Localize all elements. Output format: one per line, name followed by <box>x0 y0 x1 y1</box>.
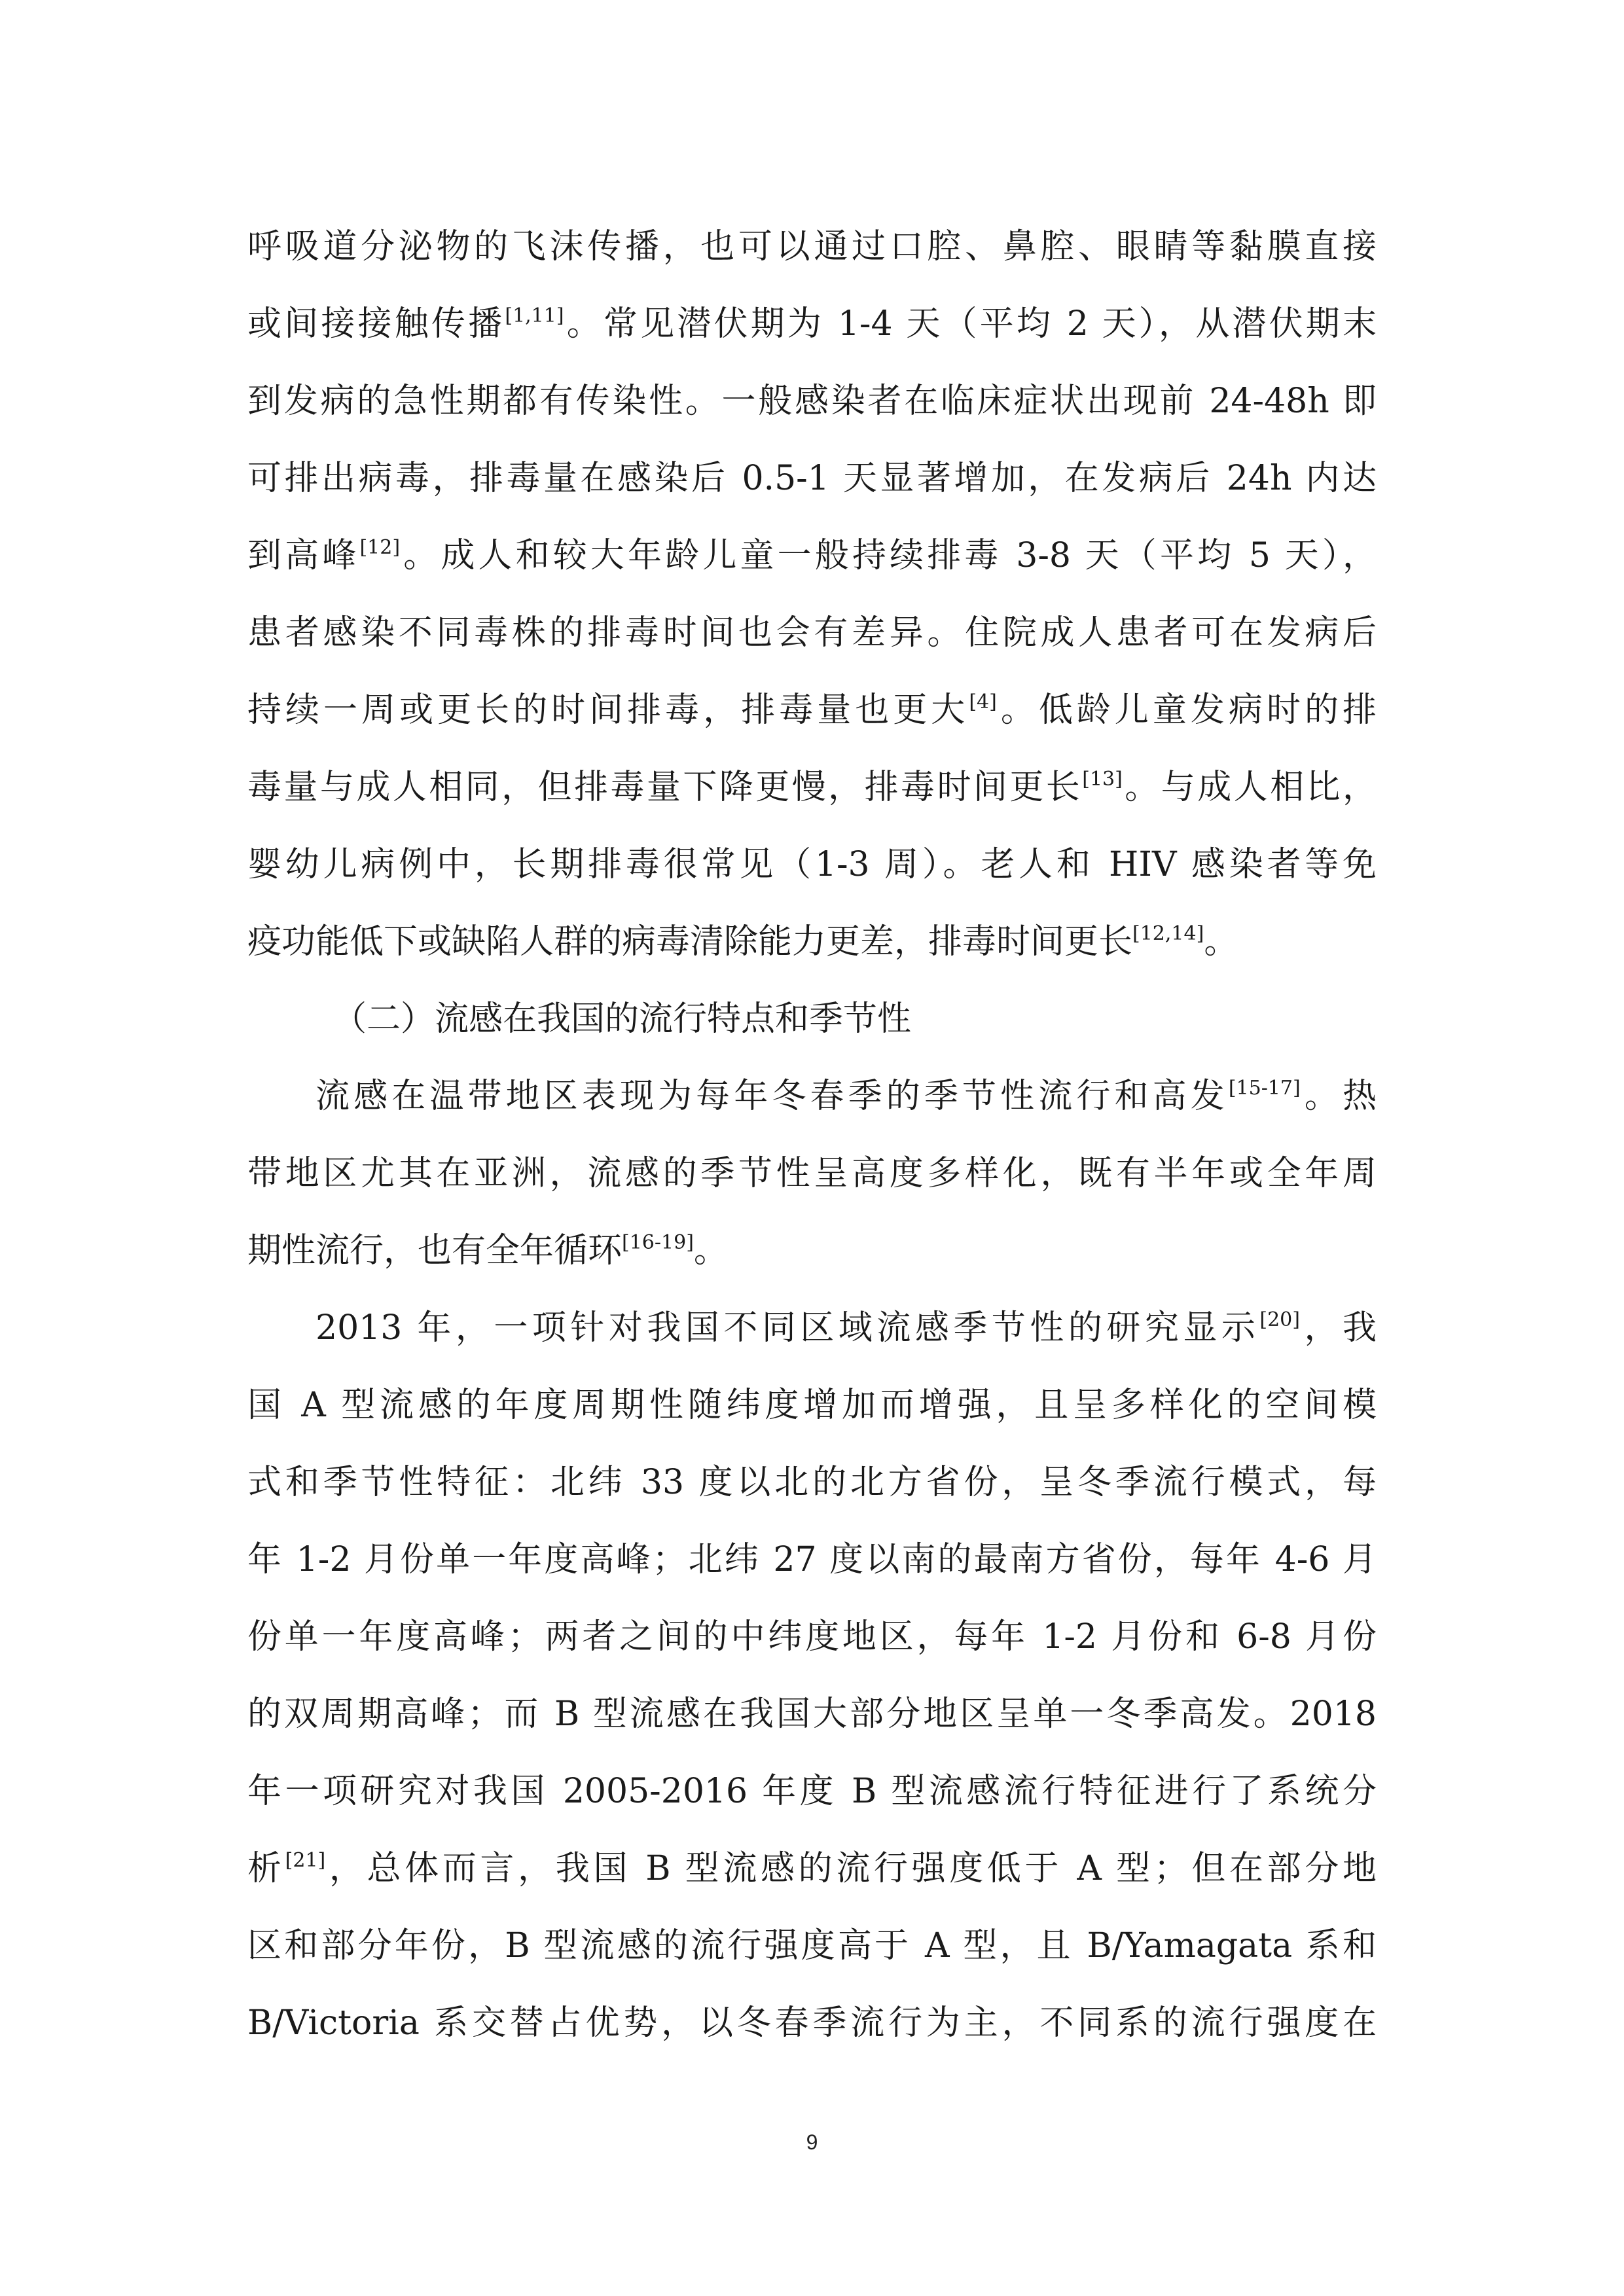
text-line: 可排出病毒，排毒量在感染后 0.5-1 天显著增加，在发病后 24h 内达 <box>247 459 1377 498</box>
text-line: 患者感染不同毒株的排毒时间也会有差异。住院成人患者可在发病后 <box>247 613 1377 653</box>
text-line: 析[21]，总体而言，我国 B 型流感的流行强度低于 A 型；但在部分地 <box>247 1849 1377 1888</box>
text-line: B/Victoria 系交替占优势，以冬春季流行为主，不同系的流行强度在 <box>247 2003 1377 2043</box>
text-line: 到发病的急性期都有传染性。一般感染者在临床症状出现前 24-48h 即 <box>247 382 1377 421</box>
text-line: 流感在温带地区表现为每年冬春季的季节性流行和高发[15-17]。热 <box>316 1077 1377 1116</box>
text-line: 年 1-2 月份单一年度高峰；北纬 27 度以南的最南方省份，每年 4-6 月 <box>247 1540 1377 1579</box>
text-line: 呼吸道分泌物的飞沫传播，也可以通过口腔、鼻腔、眼睛等黏膜直接 <box>247 227 1377 266</box>
text-line: 婴幼儿病例中，长期排毒很常见（1-3 周）。老人和 HIV 感染者等免 <box>247 845 1377 884</box>
text-line: 到高峰[12]。成人和较大年龄儿童一般持续排毒 3-8 天（平均 5 天）， <box>247 536 1377 575</box>
citation: [13] <box>1082 768 1123 791</box>
text-line: 毒量与成人相同，但排毒量下降更慢，排毒时间更长[13]。与成人相比， <box>247 768 1377 807</box>
text-line: 式和季节性特征：北纬 33 度以北的北方省份，呈冬季流行模式，每 <box>247 1463 1377 1502</box>
citation: [4] <box>969 691 997 713</box>
citation: [21] <box>285 1849 326 1872</box>
text-line: 的双周期高峰；而 B 型流感在我国大部分地区呈单一冬季高发。2018 <box>247 1695 1377 1734</box>
text-line: 或间接接触传播[1,11]。常见潜伏期为 1-4 天（平均 2 天），从潜伏期末 <box>247 304 1377 344</box>
section-heading: （二）流感在我国的流行特点和季节性 <box>333 999 912 1039</box>
text-line: 区和部分年份，B 型流感的流行强度高于 A 型，且 B/Yamagata 系和 <box>247 1926 1377 1965</box>
text-line: 2013 年，一项针对我国不同区域流感季节性的研究显示[20]，我 <box>316 1308 1377 1348</box>
page-number: 9 <box>806 2130 818 2154</box>
citation: [12] <box>359 536 401 559</box>
document-body <box>247 208 1377 2062</box>
text-line: 份单一年度高峰；两者之间的中纬度地区，每年 1-2 月份和 6-8 月份 <box>247 1617 1377 1657</box>
citation: [16-19] <box>622 1231 694 1254</box>
text-line: 持续一周或更长的时间排毒，排毒量也更大[4]。低龄儿童发病时的排 <box>247 691 1377 730</box>
citation: [1,11] <box>505 304 564 327</box>
citation: [15-17] <box>1228 1077 1301 1100</box>
text-line: 国 A 型流感的年度周期性随纬度增加而增强，且呈多样化的空间模 <box>247 1386 1377 1425</box>
citation: [20] <box>1259 1308 1300 1331</box>
text-line: 带地区尤其在亚洲，流感的季节性呈高度多样化，既有半年或全年周 <box>247 1154 1377 1193</box>
text-line: 年一项研究对我国 2005-2016 年度 B 型流感流行特征进行了系统分 <box>247 1772 1377 1811</box>
text-line: 疫功能低下或缺陷人群的病毒清除能力更差，排毒时间更长[12,14]。 <box>247 922 1238 961</box>
citation: [12,14] <box>1132 922 1204 945</box>
text-line: 期性流行，也有全年循环[16-19]。 <box>247 1231 728 1270</box>
